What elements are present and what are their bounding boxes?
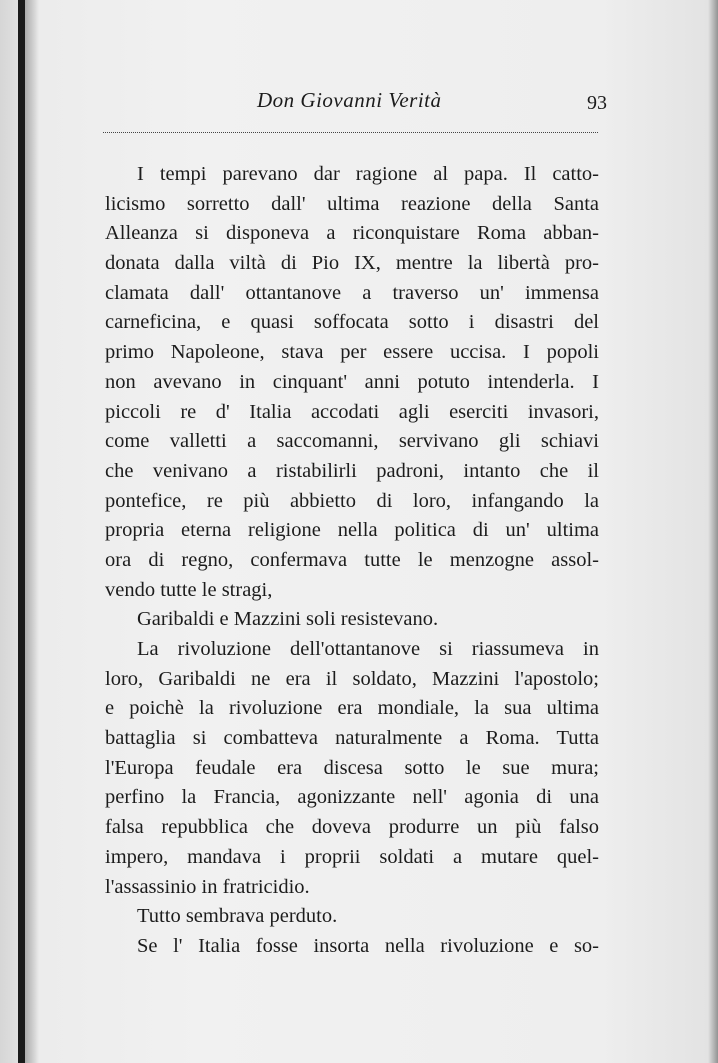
text-line: primo Napoleone, stava per essere uccisa. I popoli [105,341,599,364]
text-line: piccoli re d' Italia accodati agli eserciti invasori, [105,400,599,423]
text-line: non avevano in cinquant' anni potuto intenderla. I [105,370,599,393]
text-line: Garibaldi e Mazzini soli resistevano. [137,608,439,631]
running-title: Don Giovanni Verità [257,88,442,112]
text-line: impero, mandava i proprii soldati a mutare quel- [105,845,599,868]
text-line: donata dalla viltà di Pio IX, mentre la libertà pro- [105,252,599,275]
text-line: vendo tutte le stragi, [105,578,273,601]
text-line: propria eterna religione nella politica di un' ultima [105,519,599,542]
text-line: falsa repubblica che doveva produrre un più falso [105,816,599,839]
text-line: clamata dall' ottantanove a traverso un' immensa [105,281,599,304]
text-line: Tutto sembrava perduto. [137,905,338,928]
text-line: Alleanza si disponeva a riconquistare Roma abban- [105,222,599,245]
body-text [105,160,599,962]
text-line: l'assassinio in fratricidio. [105,875,310,898]
text-line: battaglia si combatteva naturalmente a Roma. Tutta [105,727,599,750]
text-line: come valletti a saccomanni, servivano gli schiavi [105,430,599,453]
text-line: l'Europa feudale era discesa sotto le sue mura; [105,756,599,779]
text-line: I tempi parevano dar ragione al papa. Il catto- [137,163,599,185]
text-line: e poichè la rivoluzione era mondiale, la sua ultima [105,697,599,720]
text-line: Se l' Italia fosse insorta nella rivoluzione e so- [137,934,599,957]
text-line: ora di regno, confermava tutte le menzogne assol- [105,548,599,571]
text-line: La rivoluzione dell'ottantanove si riassumeva in [137,638,599,660]
page-binding-edge [18,0,25,1063]
text-line: perfino la Francia, agonizzante nell' agonia di una [105,786,599,809]
page-number: 93 [587,92,607,114]
binding-shadow [25,0,39,1063]
text-line: pontefice, re più abbietto di loro, infangando la [105,489,599,512]
right-edge-shadow [708,0,718,1063]
header-rule [103,132,598,133]
text-line: che venivano a ristabilirli padroni, intanto che il [105,459,599,482]
text-line: licismo sorretto dall' ultima reazione della Santa [105,192,599,215]
text-line: loro, Garibaldi ne era il soldato, Mazzini l'apostolo; [105,667,599,690]
text-line: carneficina, e quasi soffocata sotto i disastri del [105,311,599,334]
